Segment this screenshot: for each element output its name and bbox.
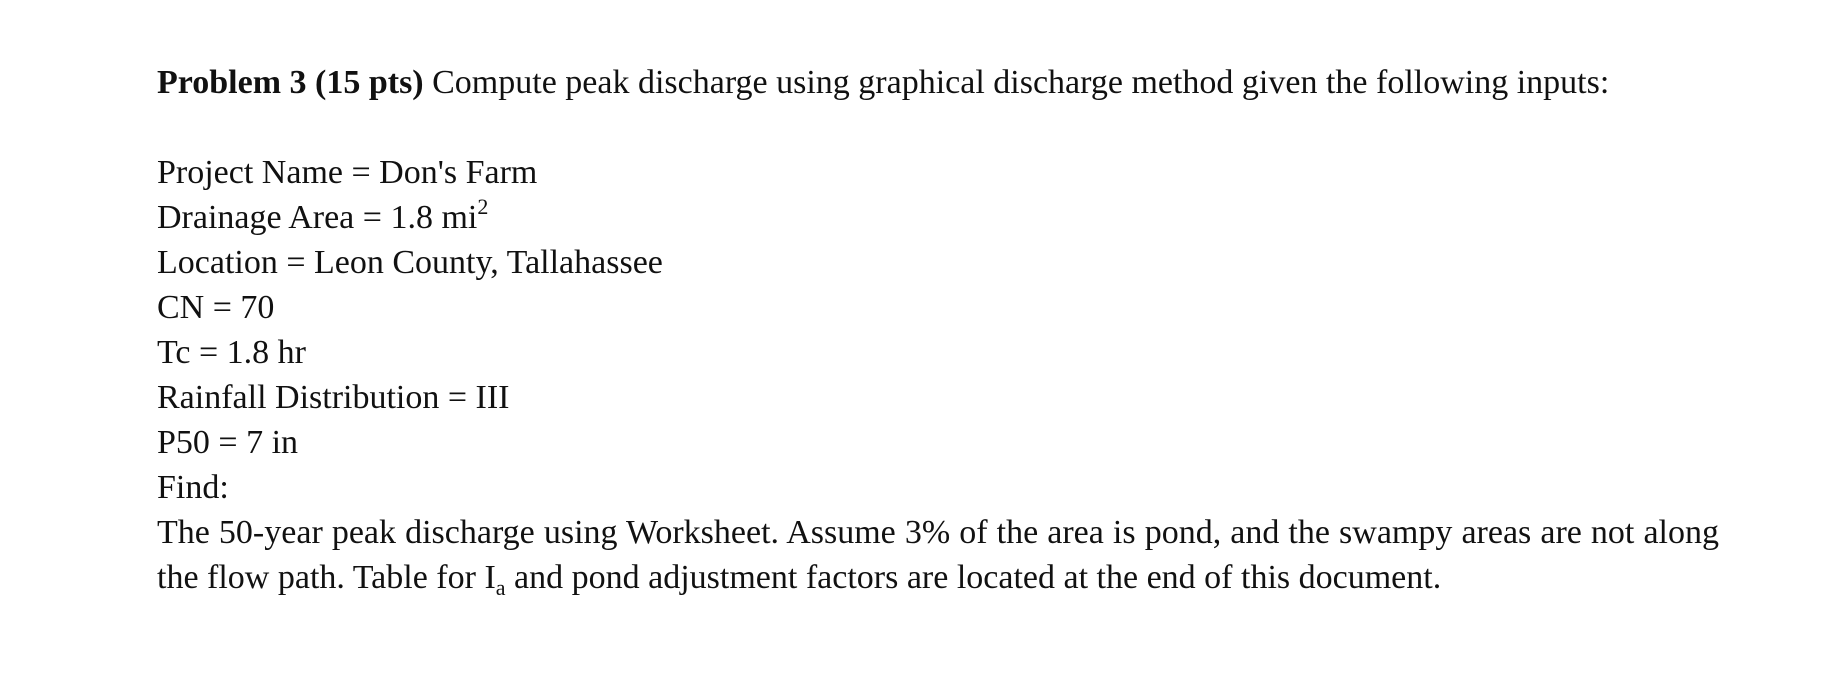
problem-text: Compute peak discharge using graphical discharge method given the following inputs: <box>423 64 1610 101</box>
inputs-list <box>157 150 1747 510</box>
input-p50: P50 = 7 in <box>157 424 299 461</box>
input-cn: CN = 70 <box>157 289 275 326</box>
input-location: Location = Leon County, Tallahassee <box>157 244 663 281</box>
find-subscript: a <box>495 575 506 600</box>
problem-statement <box>157 60 1657 105</box>
drainage-area-text: Drainage Area = 1.8 mi <box>157 199 478 236</box>
find-text-part1: The 50-year peak discharge using Worksheet. Assume 3% of the area is pond, and the swampy areas are not along the flow path. Table for I <box>157 514 1719 596</box>
problem-label: Problem 3 (15 pts) <box>157 64 424 101</box>
find-text-part2: and pond adjustment factors are located at the end of this document. <box>505 559 1442 596</box>
find-label: Find: <box>157 469 229 506</box>
input-tc: Tc = 1.8 hr <box>157 334 306 371</box>
input-drainage-area <box>157 195 1747 240</box>
drainage-area-superscript: 2 <box>477 194 489 219</box>
input-project-name: Project Name = Don's Farm <box>157 154 538 191</box>
find-description <box>157 510 1719 600</box>
input-rainfall-distribution: Rainfall Distribution = III <box>157 379 510 416</box>
